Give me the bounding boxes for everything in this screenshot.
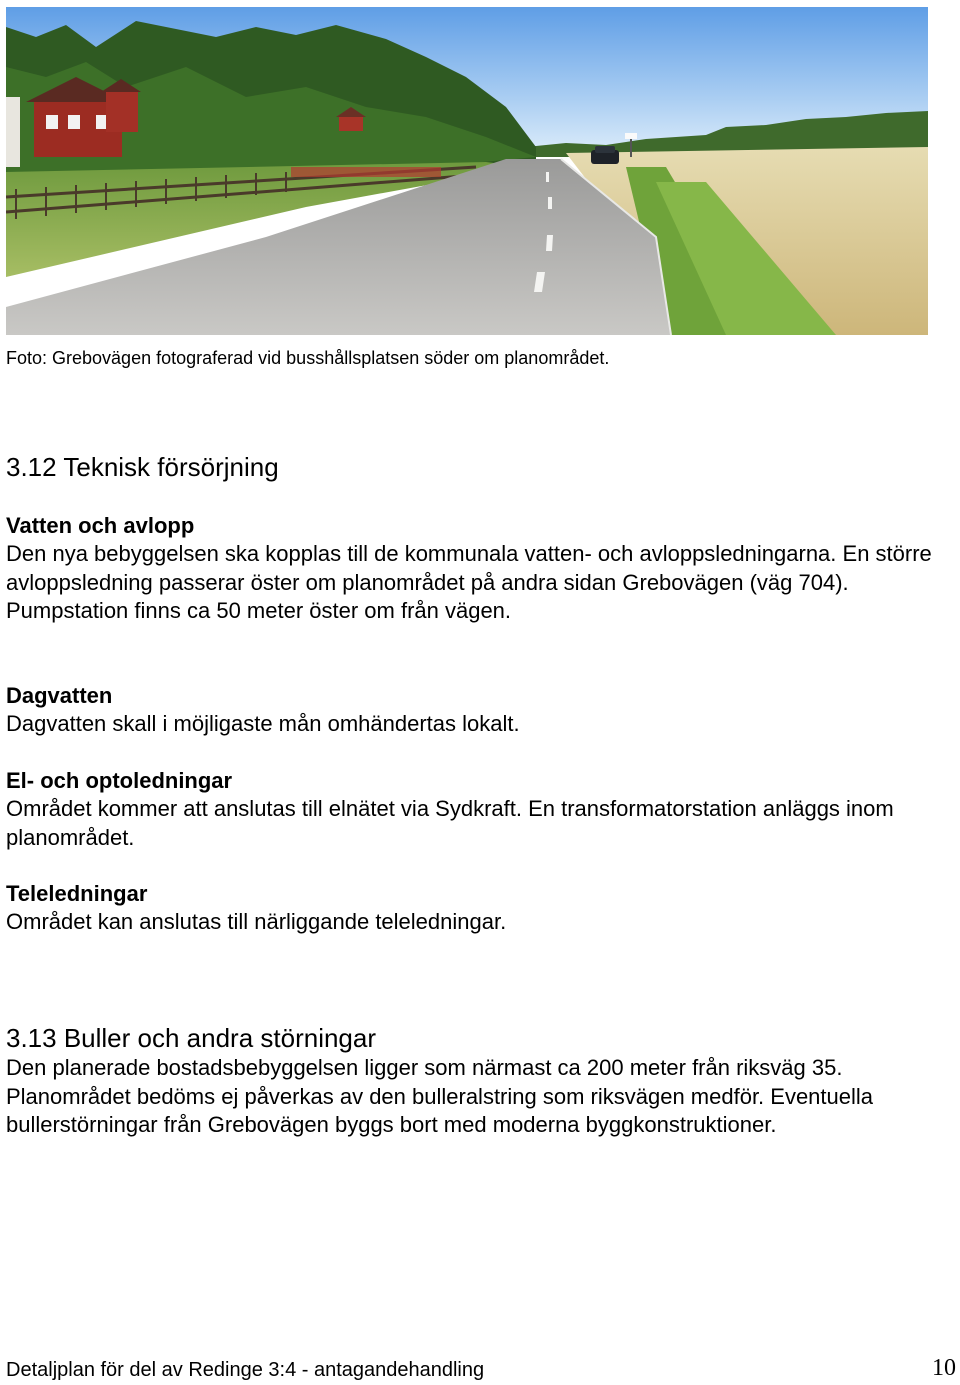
subheading-teleledningar: Teleledningar [6,881,148,906]
subheading-dagvatten: Dagvatten [6,683,113,708]
photo-caption: Foto: Grebovägen fotograferad vid busshållsplatsen söder om planområdet. [6,348,610,368]
section-heading-3-13: 3.13 Buller och andra störningar [6,1023,377,1053]
paragraph-buller: Den planerade bostadsbebyggelsen ligger som närmast ca 200 meter från riksväg 35. Planområdet bedöms ej påverkas av den bulleralstring som riksvägen medför. Eventuella bullerstörningar från Grebovägen byggs bort med moderna byggkonstruktioner. [6,1055,874,1137]
road-photo [6,7,928,335]
paragraph-teleledningar: Området kan anslutas till närliggande teleledningar. [6,909,507,934]
footer-document-title: Detaljplan för del av Redinge 3:4 - antagandehandling [6,1359,485,1381]
subheading-el-och-optoledningar: El- och optoledningar [6,768,233,793]
paragraph-dagvatten: Dagvatten skall i möjligaste mån omhändertas lokalt. [6,711,520,736]
paragraph-el-och-optoledningar: Området kommer att anslutas till elnätet via Sydkraft. En transformatorstation anläggs inom planområdet. [6,796,894,850]
page-number: 10 [932,1355,956,1381]
section-heading-3-12: 3.12 Teknisk försörjning [6,452,279,482]
subheading-vatten-och-avlopp: Vatten och avlopp [6,513,195,538]
paragraph-vatten-och-avlopp: Den nya bebyggelsen ska kopplas till de kommunala vatten- och avloppsledningarna. En större avloppsledning passerar öster om planområdet på andra sidan Grebovägen (väg 704). Pumpstation finns ca 50 meter öster om från vägen. [6,541,932,623]
